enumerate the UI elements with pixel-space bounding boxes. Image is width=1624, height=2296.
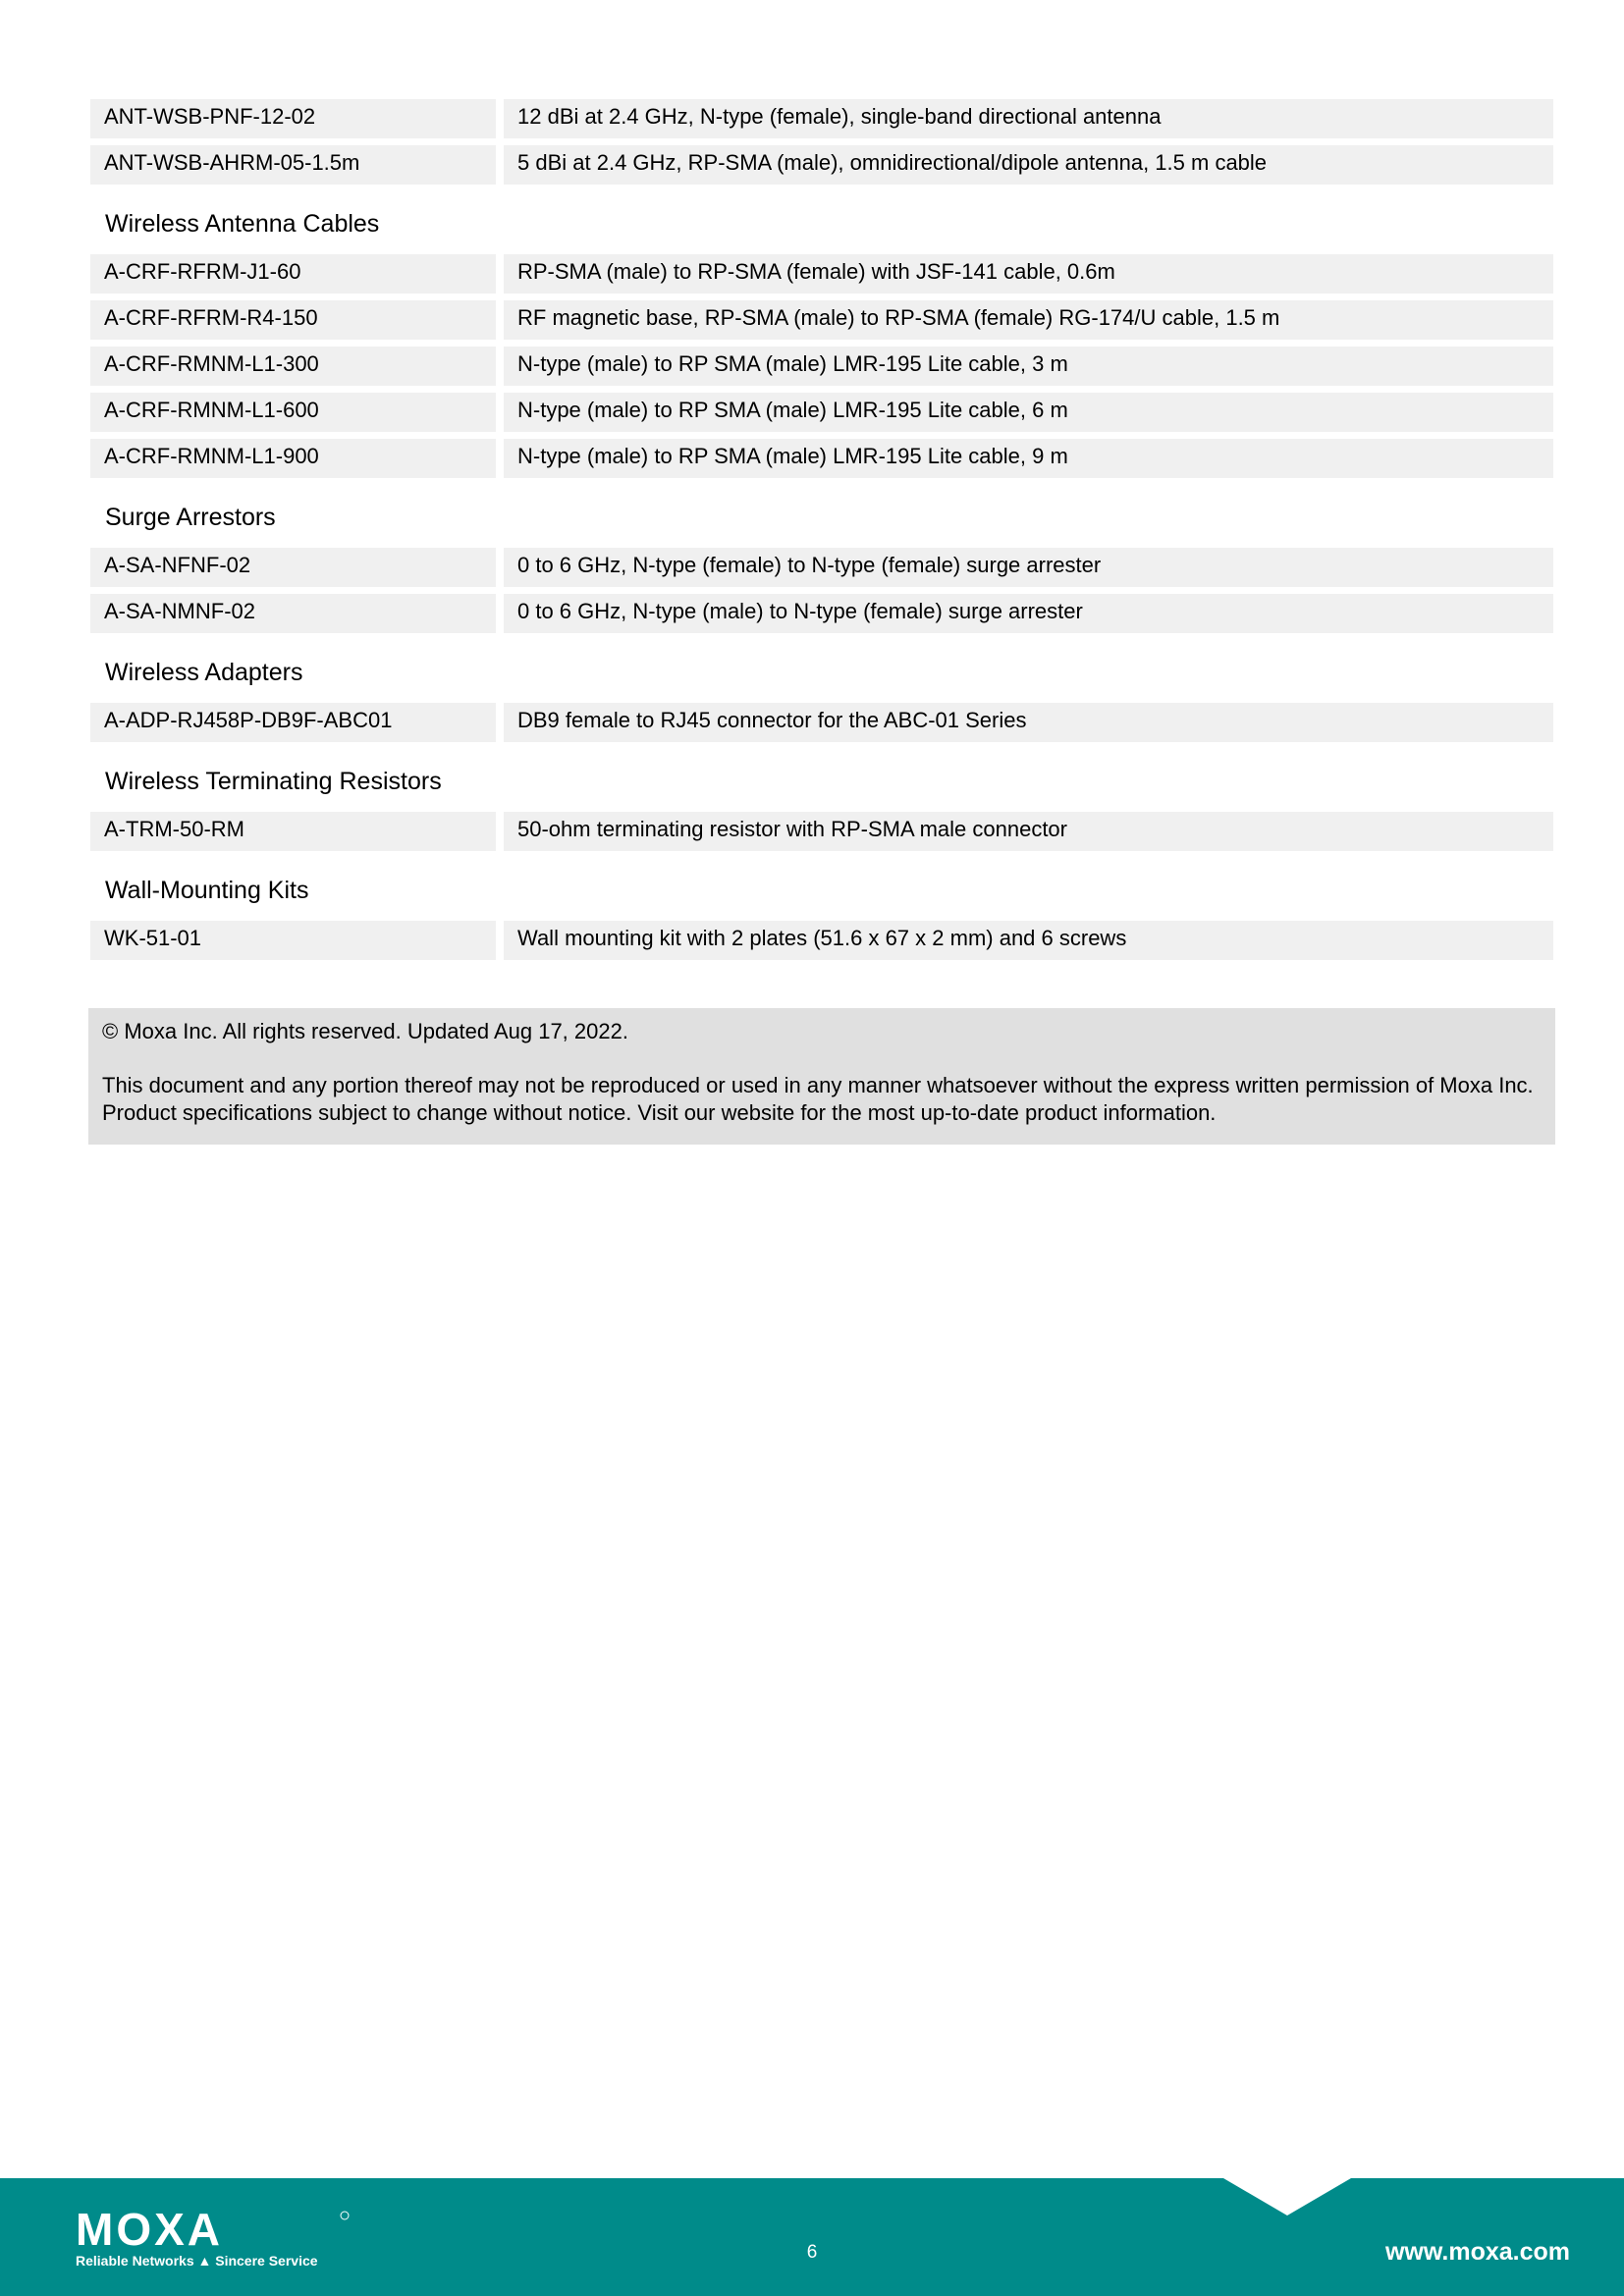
description-cell: DB9 female to RJ45 connector for the ABC-01 Series (504, 703, 1553, 742)
footer-notch (1223, 2178, 1351, 2217)
moxa-logo (76, 2208, 351, 2269)
model-name-cell: WK-51-01 (90, 921, 496, 960)
copyright-box (88, 1008, 1555, 1145)
table-row (90, 254, 1553, 294)
description-cell: N-type (male) to RP SMA (male) LMR-195 Lite cable, 6 m (504, 393, 1553, 432)
model-name-cell: A-CRF-RFRM-R4-150 (90, 300, 496, 340)
table-row (90, 99, 1553, 138)
table-row (90, 439, 1553, 478)
table-row (90, 300, 1553, 340)
description-cell: 12 dBi at 2.4 GHz, N-type (female), single-band directional antenna (504, 99, 1553, 138)
section-title: Surge Arrestors (105, 504, 276, 531)
model-name-cell: ANT-WSB-AHRM-05-1.5m (90, 145, 496, 185)
page-number: 6 (806, 2242, 818, 2263)
accessories-list (90, 99, 1553, 967)
table-row (90, 921, 1553, 960)
description-cell: 0 to 6 GHz, N-type (male) to N-type (female) surge arrester (504, 594, 1553, 633)
description-cell: 50-ohm terminating resistor with RP-SMA male connector (504, 812, 1553, 851)
table-row (90, 347, 1553, 386)
description-cell: N-type (male) to RP SMA (male) LMR-195 Lite cable, 3 m (504, 347, 1553, 386)
description-cell: 5 dBi at 2.4 GHz, RP-SMA (male), omnidirectional/dipole antenna, 1.5 m cable (504, 145, 1553, 185)
section-title: Wireless Adapters (105, 659, 303, 686)
model-name-cell: A-CRF-RMNM-L1-300 (90, 347, 496, 386)
description-cell: RF magnetic base, RP-SMA (male) to RP-SMA (female) RG-174/U cable, 1.5 m (504, 300, 1553, 340)
svg-text:MOXA: MOXA (76, 2208, 223, 2255)
description-cell: Wall mounting kit with 2 plates (51.6 x 67 x 2 mm) and 6 screws (504, 921, 1553, 960)
model-name-cell: A-CRF-RMNM-L1-900 (90, 439, 496, 478)
section-title: Wireless Terminating Resistors (105, 768, 442, 795)
copyright-line: © Moxa Inc. All rights reserved. Updated Aug 17, 2022. (102, 1019, 628, 1043)
table-row (90, 812, 1553, 851)
legal-notice: This document and any portion thereof may not be reproduced or used in any manner whatsoever without the express written permission of Moxa Inc. Product specifications subject to change without notice. Visit our website for the most up-to-date product information. (102, 1073, 1534, 1125)
table-row (90, 594, 1553, 633)
model-name-cell: A-SA-NFNF-02 (90, 548, 496, 587)
model-name-cell: A-SA-NMNF-02 (90, 594, 496, 633)
description-cell: N-type (male) to RP SMA (male) LMR-195 Lite cable, 9 m (504, 439, 1553, 478)
model-name-cell: ANT-WSB-PNF-12-02 (90, 99, 496, 138)
model-name-cell: A-CRF-RFRM-J1-60 (90, 254, 496, 294)
svg-text:Reliable Networks ▲ Sincere Se: Reliable Networks ▲ Sincere Service (76, 2253, 318, 2269)
description-cell: 0 to 6 GHz, N-type (female) to N-type (female) surge arrester (504, 548, 1553, 587)
table-row (90, 548, 1553, 587)
model-name-cell: A-ADP-RJ458P-DB9F-ABC01 (90, 703, 496, 742)
table-row (90, 703, 1553, 742)
description-cell: RP-SMA (male) to RP-SMA (female) with JSF-141 cable, 0.6m (504, 254, 1553, 294)
section-title: Wall-Mounting Kits (105, 877, 309, 904)
website-link[interactable]: www.moxa.com (1384, 2238, 1570, 2266)
model-name-cell: A-TRM-50-RM (90, 812, 496, 851)
section-title: Wireless Antenna Cables (105, 210, 380, 238)
table-row (90, 145, 1553, 185)
model-name-cell: A-CRF-RMNM-L1-600 (90, 393, 496, 432)
table-row (90, 393, 1553, 432)
